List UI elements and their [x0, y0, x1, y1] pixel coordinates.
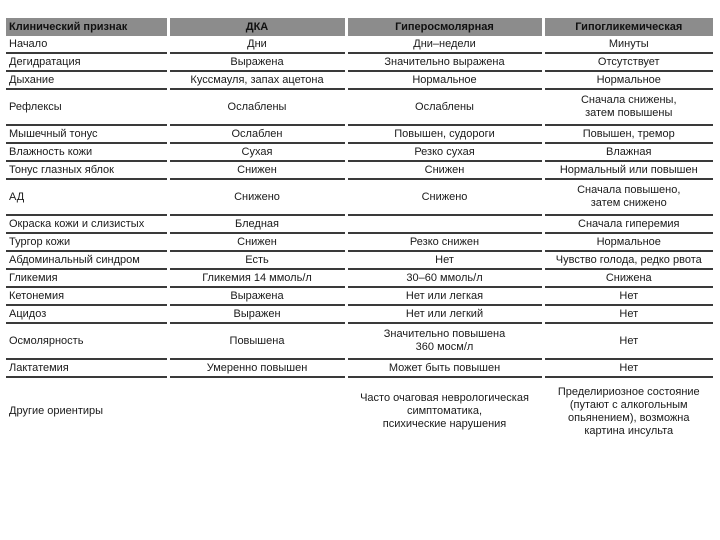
cell-dka: Повышена — [168, 323, 346, 359]
table-row — [6, 161, 713, 179]
cell-hyperosmolar: Нет или легкая — [346, 287, 543, 305]
cell-dka: Выражена — [168, 287, 346, 305]
table-row — [6, 359, 713, 377]
cell-hypoglycemic: Нет — [543, 287, 713, 305]
cell-hypoglycemic: Сначала гиперемия — [543, 215, 713, 233]
header-dka: ДКА — [168, 18, 346, 36]
header-clinical-sign: Клинический признак — [6, 18, 168, 36]
cell-clinical-sign: Начало — [6, 36, 168, 53]
cell-hypoglycemic: Нет — [543, 359, 713, 377]
table-row — [6, 377, 713, 445]
cell-dka: Умеренно повышен — [168, 359, 346, 377]
table-row — [6, 89, 713, 125]
cell-clinical-sign: Тургор кожи — [6, 233, 168, 251]
cell-dka: Ослаблены — [168, 89, 346, 125]
cell-hyperosmolar: Может быть повышен — [346, 359, 543, 377]
cell-hypoglycemic: Снижена — [543, 269, 713, 287]
cell-clinical-sign: Дыхание — [6, 71, 168, 89]
cell-hypoglycemic: Чувство голода, редко рвота — [543, 251, 713, 269]
cell-hypoglycemic: Минуты — [543, 36, 713, 53]
cell-hypoglycemic: Нет — [543, 305, 713, 323]
cell-clinical-sign: Дегидратация — [6, 53, 168, 71]
cell-dka: Ослаблен — [168, 125, 346, 143]
cell-hypoglycemic: Нормальный или повышен — [543, 161, 713, 179]
cell-dka: Снижен — [168, 161, 346, 179]
cell-clinical-sign: Ацидоз — [6, 305, 168, 323]
cell-hyperosmolar: Значительно выражена — [346, 53, 543, 71]
cell-clinical-sign: Абдоминальный синдром — [6, 251, 168, 269]
table-row — [6, 305, 713, 323]
comparison-table-container — [6, 18, 713, 445]
cell-hyperosmolar — [346, 215, 543, 233]
cell-hyperosmolar: 30–60 ммоль/л — [346, 269, 543, 287]
cell-hypoglycemic: Нет — [543, 323, 713, 359]
cell-clinical-sign: Влажность кожи — [6, 143, 168, 161]
table-row — [6, 179, 713, 215]
cell-dka: Выражена — [168, 53, 346, 71]
cell-hyperosmolar: Нет или легкий — [346, 305, 543, 323]
cell-dka: Выражен — [168, 305, 346, 323]
cell-hypoglycemic: Нормальное — [543, 71, 713, 89]
cell-hyperosmolar: Резко сухая — [346, 143, 543, 161]
cell-hypoglycemic: Повышен, тремор — [543, 125, 713, 143]
cell-clinical-sign: Рефлексы — [6, 89, 168, 125]
cell-clinical-sign: Лактатемия — [6, 359, 168, 377]
comparison-table — [6, 18, 713, 445]
table-body — [6, 36, 713, 445]
cell-dka: Куссмауля, запах ацетона — [168, 71, 346, 89]
cell-hyperosmolar: Снижено — [346, 179, 543, 215]
cell-dka: Снижено — [168, 179, 346, 215]
table-row — [6, 233, 713, 251]
cell-dka: Сухая — [168, 143, 346, 161]
table-header-row — [6, 18, 713, 36]
cell-hyperosmolar: Часто очаговая неврологическая симптоматика, психические нарушения — [346, 377, 543, 445]
table-row — [6, 71, 713, 89]
cell-hyperosmolar: Ослаблены — [346, 89, 543, 125]
cell-dka: Гликемия 14 ммоль/л — [168, 269, 346, 287]
cell-clinical-sign: Гликемия — [6, 269, 168, 287]
table-row — [6, 269, 713, 287]
table-row — [6, 323, 713, 359]
cell-clinical-sign: АД — [6, 179, 168, 215]
cell-hypoglycemic: Отсутствует — [543, 53, 713, 71]
cell-dka: Бледная — [168, 215, 346, 233]
cell-clinical-sign: Мышечный тонус — [6, 125, 168, 143]
cell-hypoglycemic: Нормальное — [543, 233, 713, 251]
cell-hyperosmolar: Снижен — [346, 161, 543, 179]
table-row — [6, 215, 713, 233]
cell-hypoglycemic: Сначала повышено, затем снижено — [543, 179, 713, 215]
cell-dka: Дни — [168, 36, 346, 53]
cell-dka — [168, 377, 346, 445]
cell-hypoglycemic: Пределириозное состояние (путают с алкогольным опьянением), возможна картина инсульта — [543, 377, 713, 445]
table-row — [6, 143, 713, 161]
cell-hyperosmolar: Нормальное — [346, 71, 543, 89]
cell-dka: Снижен — [168, 233, 346, 251]
cell-clinical-sign: Тонус глазных яблок — [6, 161, 168, 179]
cell-hyperosmolar: Дни–недели — [346, 36, 543, 53]
cell-clinical-sign: Окраска кожи и слизистых — [6, 215, 168, 233]
table-row — [6, 251, 713, 269]
cell-hyperosmolar: Значительно повышена 360 мосм/л — [346, 323, 543, 359]
header-hyperosmolar: Гиперосмолярная — [346, 18, 543, 36]
cell-clinical-sign: Другие ориентиры — [9, 405, 104, 417]
table-row — [6, 287, 713, 305]
table-row — [6, 125, 713, 143]
header-hypoglycemic: Гипогликемическая — [543, 18, 713, 36]
cell-hyperosmolar: Нет — [346, 251, 543, 269]
table-row — [6, 53, 713, 71]
cell-dka: Есть — [168, 251, 346, 269]
cell-hypoglycemic: Влажная — [543, 143, 713, 161]
table-row — [6, 36, 713, 53]
cell-clinical-sign: Осмолярность — [6, 323, 168, 359]
cell-hyperosmolar: Повышен, судороги — [346, 125, 543, 143]
cell-hypoglycemic: Сначала снижены, затем повышены — [543, 89, 713, 125]
cell-hyperosmolar: Резко снижен — [346, 233, 543, 251]
cell-clinical-sign: Кетонемия — [6, 287, 168, 305]
